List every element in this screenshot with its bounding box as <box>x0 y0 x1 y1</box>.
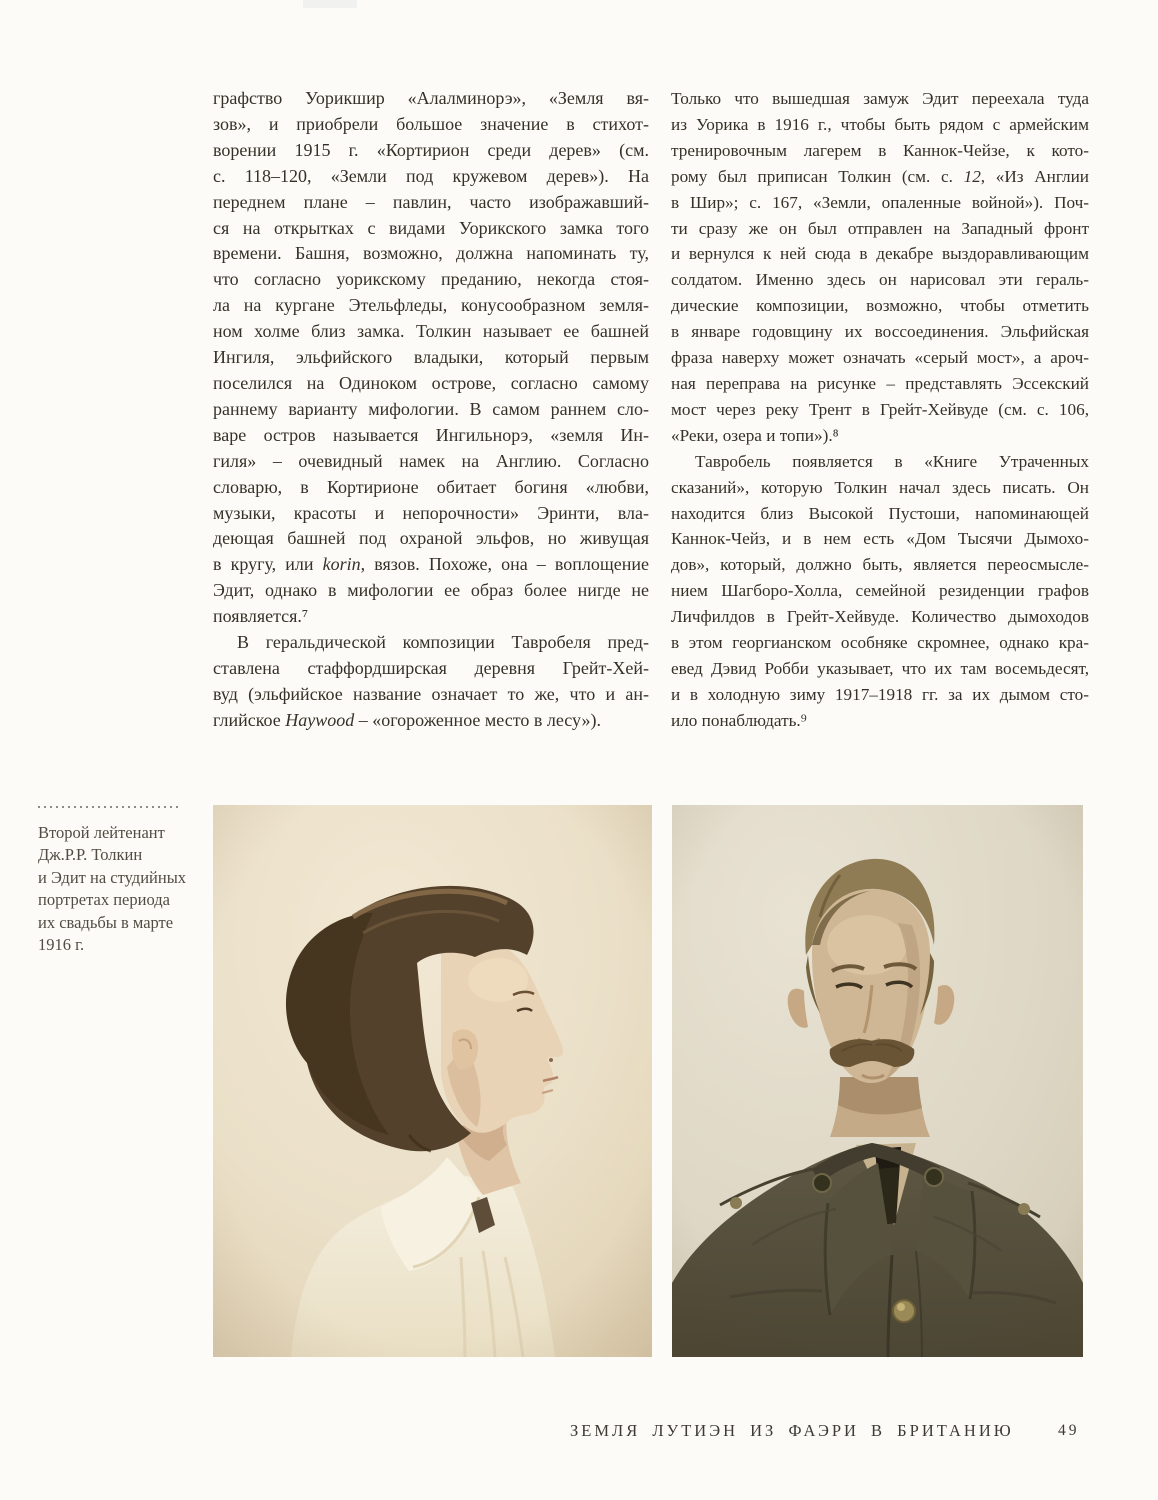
text-line: Второй лейтенант <box>38 823 165 842</box>
text-line: музыки, красоты и непорочности» Эринти, вла- <box>213 502 649 523</box>
text-line: в кругу, или korin, вязов. Похоже, она – воплощение <box>213 554 649 575</box>
tolkien-portrait-illustration <box>672 805 1083 1357</box>
text-line: Ингиля, эльфийского владыки, который первым <box>213 347 649 368</box>
text-line: нием Шагборо-Холла, семейной резиденции графов <box>671 581 1089 601</box>
text-line: с. 118–120, «Земли под кружевом дерев»). На <box>213 165 649 186</box>
text-line: и в холодную зиму 1917–1918 гг. за их дымом сто- <box>671 684 1089 704</box>
text-line: рому был приписан Толкин (см. с. 12, «Из Англии <box>671 166 1089 186</box>
figure-caption <box>38 822 208 956</box>
text-line: из Уорика в 1916 г., чтобы быть рядом с армейским <box>671 114 1089 134</box>
text-line: глийское Haywood – «огороженное место в лесу»). <box>213 709 601 730</box>
text-line: Личфилдов в Грейт-Хейвуде. Количество дымоходов <box>671 607 1089 627</box>
text-line: в январе годовщину их воссоединения. Эльфийская <box>671 322 1089 342</box>
text-line: зов», и приобрели большое значение в стихот- <box>213 113 649 134</box>
text-line: что согласно уорикскому преданию, некогда стоя- <box>213 269 649 290</box>
text-line: их свадьбы в марте <box>38 912 174 932</box>
text-line: тренировочным лагерем в Каннок-Чейзе, к кото- <box>671 140 1089 160</box>
text-line: в этом георгианском особняке скромнее, однако кра- <box>671 633 1089 653</box>
text-line: графство Уорикшир «Алалминорэ», «Земля вя- <box>213 88 649 108</box>
text-line: деющая башней под охраной эльфов, но живущая <box>213 528 649 549</box>
text-line: портретах периода <box>38 890 170 910</box>
text-line: ном холме близ замка. Толкин называет ее башней <box>213 321 649 342</box>
text-line: варе остров называется Ингильнорэ, «земля Ин- <box>213 424 649 445</box>
text-line: ило понаблюдать.⁹ <box>671 710 807 730</box>
text-line: В геральдической композиции Тавробеля пред- <box>237 632 649 653</box>
text-line: ти сразу же он был отправлен на Западный фронт <box>671 218 1089 238</box>
text-line: в Шир»; с. 167, «Земли, опаленные войной»). Поч- <box>671 192 1089 212</box>
text-line: дов», который, должно быть, является переосмысле- <box>671 555 1089 575</box>
text-line: ла на кургане Этельфледы, конусообразном земля- <box>213 295 649 316</box>
text-line: ворении 1915 г. «Кортирион среди дерев» (см. <box>213 139 649 160</box>
text-line: времени. Башня, возможно, должна напоминать ту, <box>213 243 649 264</box>
edith-portrait-illustration <box>213 805 652 1357</box>
text-line: Только что вышедшая замуж Эдит переехала туда <box>671 89 1089 108</box>
text-line: переднем плане – павлин, часто изображавший- <box>213 191 649 212</box>
text-line: «Реки, озера и топи»).⁸ <box>671 425 839 445</box>
caption-dotted-rule <box>38 806 180 808</box>
text-line: Эдит, однако в мифологии ее образ более нигде не <box>213 580 649 601</box>
text-line: появляется.⁷ <box>213 606 309 627</box>
body-text-left-column <box>213 86 649 734</box>
text-line: Дж.Р.Р. Толкин <box>38 845 143 865</box>
text-line: находится близ Высокой Пустоши, напоминающей <box>671 503 1089 523</box>
text-line: словарю, в Кортирионе обитает богиня «любви, <box>213 476 649 497</box>
edith-portrait-photo <box>213 805 652 1357</box>
text-line: Каннок-Чейз, и в нем есть «Дом Тысячи Дымохо- <box>671 529 1089 549</box>
text-line: ставлена стаффордширская деревня Грейт-Хей- <box>213 657 649 678</box>
text-line: сказаний», которую Толкин начал здесь писать. Он <box>671 477 1089 497</box>
tolkien-portrait-photo <box>672 805 1083 1357</box>
text-line: солдатом. Именно здесь он нарисовал эти гераль- <box>671 270 1089 290</box>
text-line: и вернулся к ней сюда в декабре выздоравливающим <box>671 244 1089 264</box>
text-line: фраза наверху может означать «серый мост», а ароч- <box>671 348 1089 368</box>
text-line: поселился на Одиноком острове, согласно самому <box>213 372 649 393</box>
text-line: евед Дэвид Робби указывает, что их там восемьдесят, <box>671 658 1089 678</box>
body-text-right-column <box>671 86 1089 734</box>
text-line: дические композиции, возможно, чтобы отметить <box>671 296 1089 316</box>
text-line: ся на открытках с видами Уорикского замка того <box>213 217 649 238</box>
text-line: 1916 г. <box>38 935 85 955</box>
text-line: Тавробель появляется в «Книге Утраченных <box>695 451 1089 471</box>
text-line: мост через реку Трент в Грейт-Хейвуде (см. с. 106, <box>671 399 1089 419</box>
text-line: ная переправа на рисунке – представлять Эссекский <box>671 373 1089 393</box>
text-line: и Эдит на студийных <box>38 867 187 887</box>
page-number: 49 <box>1058 1422 1080 1439</box>
text-line: раннему варианту мифологии. В самом раннем сло- <box>213 398 649 419</box>
text-line: гиля» – очевидный намек на Англию. Согласно <box>213 450 649 471</box>
footer-chapter-title: ЗЕМЛЯ ЛУТИЭН ИЗ ФАЭРИ В БРИТАНИЮ <box>570 1421 1014 1440</box>
scan-artifact <box>303 0 357 8</box>
text-line: вуд (эльфийское название означает то же, что и ан- <box>213 683 649 704</box>
